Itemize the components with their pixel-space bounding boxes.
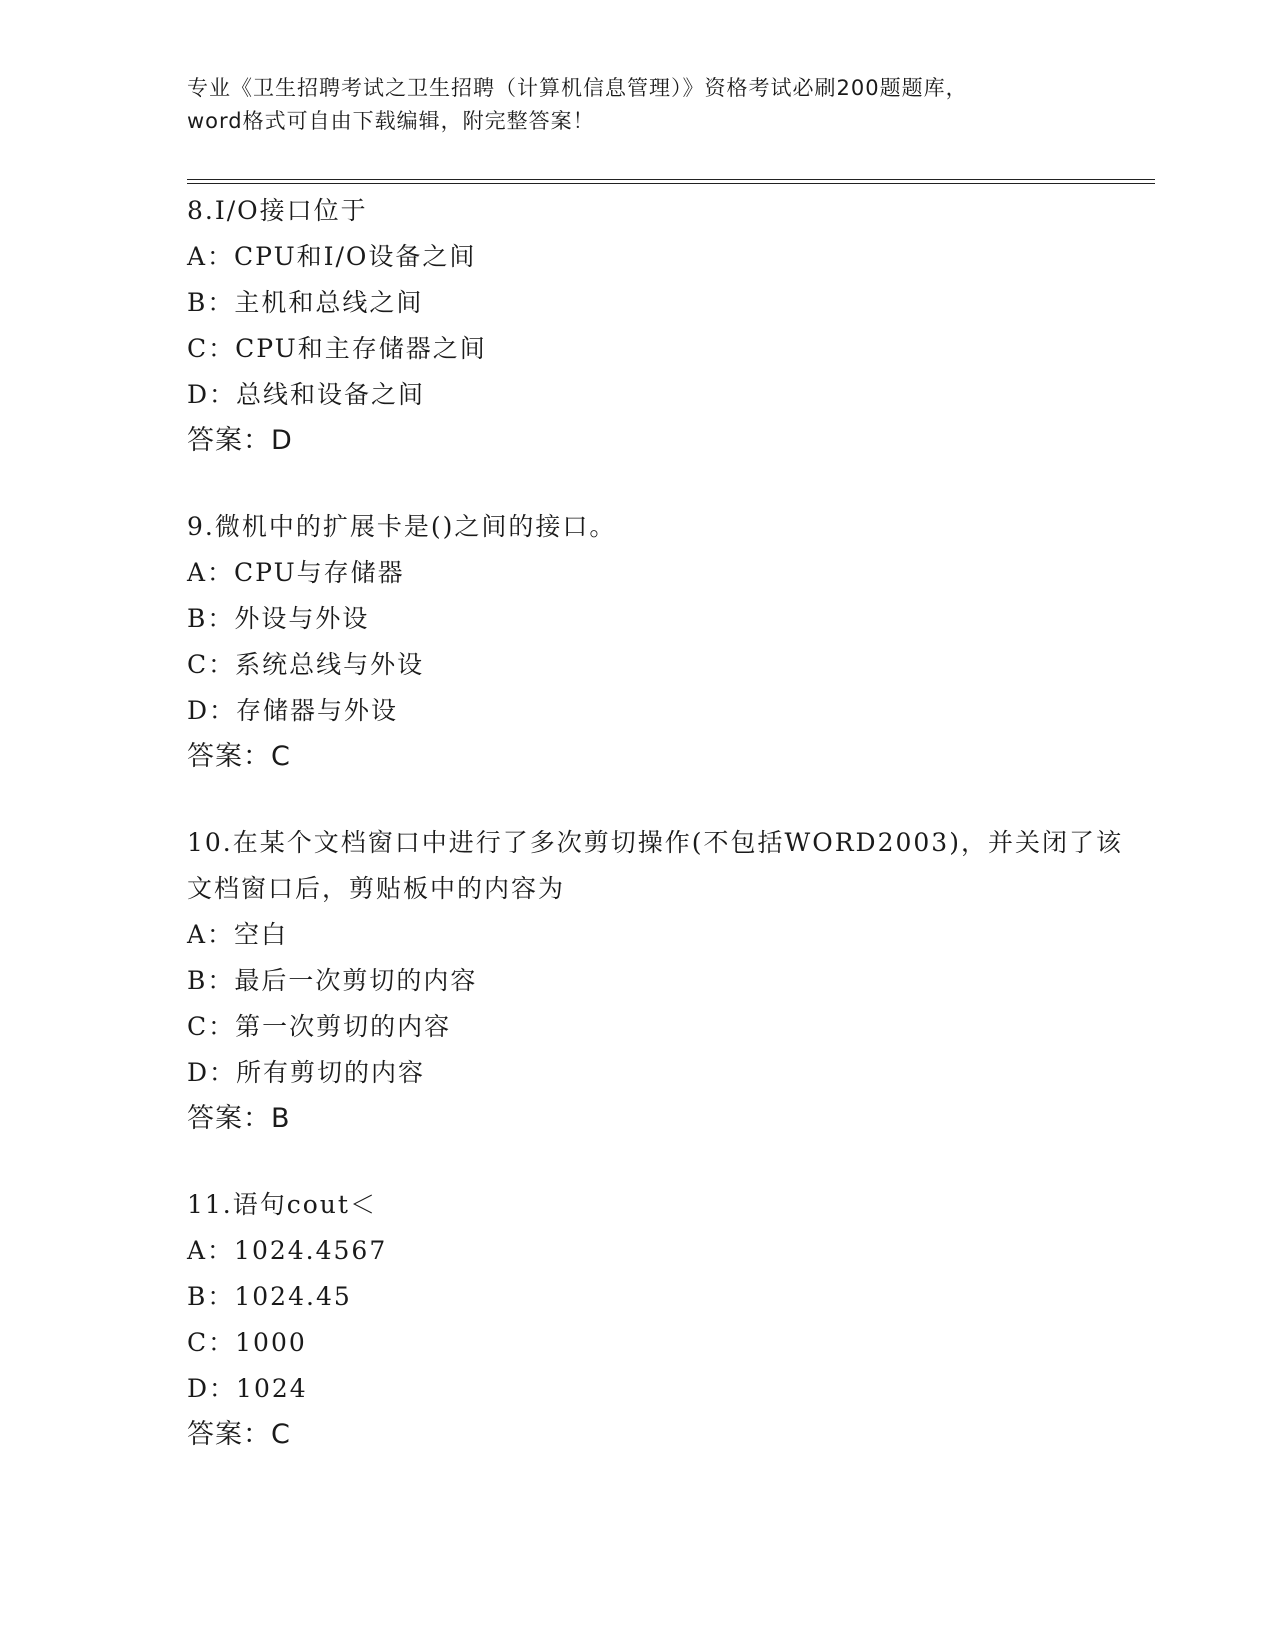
option-d: D：存储器与外设 (187, 696, 399, 725)
option-c: C：1000 (187, 1328, 307, 1357)
answer-label: 答案：D (187, 425, 293, 456)
question-9 (187, 503, 1147, 780)
option-d: D：总线和设备之间 (187, 380, 426, 409)
answer-label: 答案：C (187, 1419, 291, 1450)
answer-label: 答案：C (187, 741, 291, 772)
option-b: B：1024.45 (187, 1282, 352, 1311)
option-c: C：第一次剪切的内容 (187, 1012, 452, 1041)
option-c: C：CPU和主存储器之间 (187, 334, 487, 363)
option-a: A：CPU和I/O设备之间 (187, 242, 477, 271)
option-a: A：1024.4567 (187, 1236, 388, 1265)
option-b: B：最后一次剪切的内容 (187, 966, 478, 995)
option-d: D：1024 (187, 1374, 308, 1403)
question-stem: 11.语句cout＜ (187, 1190, 377, 1219)
option-b: B：主机和总线之间 (187, 288, 424, 317)
question-8 (187, 187, 1147, 464)
question-10 (187, 819, 1147, 1142)
option-b: B：外设与外设 (187, 604, 370, 633)
option-c: C：系统总线与外设 (187, 650, 425, 679)
question-list (187, 187, 1147, 1497)
header-title-line-1: 专业《卫生招聘考试之卫生招聘（计算机信息管理）》资格考试必刷200题题库， (187, 76, 968, 100)
option-a: A：空白 (187, 920, 289, 949)
question-stem: 8.I/O接口位于 (187, 196, 368, 225)
question-stem: 10.在某个文档窗口中进行了多次剪切操作(不包括WORD2003)，并关闭了该文档窗口后，剪贴板中的内容为 (187, 828, 1123, 903)
option-d: D：所有剪切的内容 (187, 1058, 426, 1087)
option-a: A：CPU与存储器 (187, 558, 405, 587)
question-11 (187, 1181, 1147, 1458)
document-header (187, 72, 1087, 138)
header-title-line-2: word格式可自由下载编辑，附完整答案！ (187, 109, 595, 133)
question-stem: 9.微机中的扩展卡是()之间的接口。 (187, 512, 617, 541)
answer-label: 答案：B (187, 1103, 291, 1134)
header-divider-top (187, 179, 1155, 180)
header-divider-bottom (187, 183, 1155, 184)
